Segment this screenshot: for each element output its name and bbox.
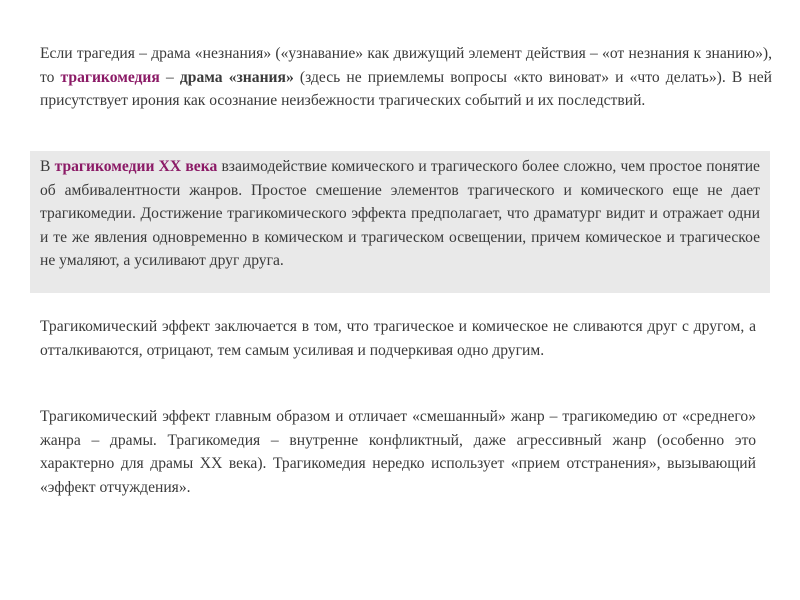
xx-century-paragraph — [40, 155, 760, 273]
intro-text-3: (здесь не приемлемы вопросы «кто виноват» и «что делать»). В ней присутствует ирония как осознание неизбежности трагических событий и их последствий. — [40, 68, 773, 109]
term-drama-of-knowledge: драма «знания» — [179, 68, 294, 86]
xx-text-1: В — [40, 158, 55, 175]
term-xx-century-tragicomedy: трагикомедии XX века — [54, 158, 218, 175]
term-tragicomedy: трагикомедия — [60, 68, 160, 86]
intro-text-1: Если трагедия – драма «незнания» («узнавание» как движущий элемент действия – «от незнания к знанию»), то — [40, 45, 772, 86]
genre-paragraph: Трагикомический эффект главным образом и отличает «смешанный» жанр – трагикомедию от «среднего» жанра – драмы. Трагикомедия – внутренне конфликтный, даже агрессивный жанр (особенно это характерно для драмы XX века). Трагикомедия нередко использует «прием отстранения», вызывающий «эффект отчуждения». — [40, 408, 756, 496]
xx-text-2: взаимодействие комического и трагического более сложно, чем простое понятие об амбивалентности жанров. Простое смешение элементов трагического и комического еще не дает трагикомедии. Достижение трагикомического эффекта предполагает, что драматург видит и отражает одни и те же явления одновременно в комическом и трагическом освещении, причем комическое и трагическое не умаляют, а усиливают друг друга. — [40, 158, 760, 269]
effect-paragraph: Трагикомический эффект заключается в том, что трагическое и комическое не сливаются друг с другом, а отталкиваются, отрицают, тем самым усиливая и подчеркивая одно другим. — [40, 318, 756, 359]
intro-paragraph — [40, 42, 772, 113]
intro-text-2: – — [159, 68, 180, 86]
